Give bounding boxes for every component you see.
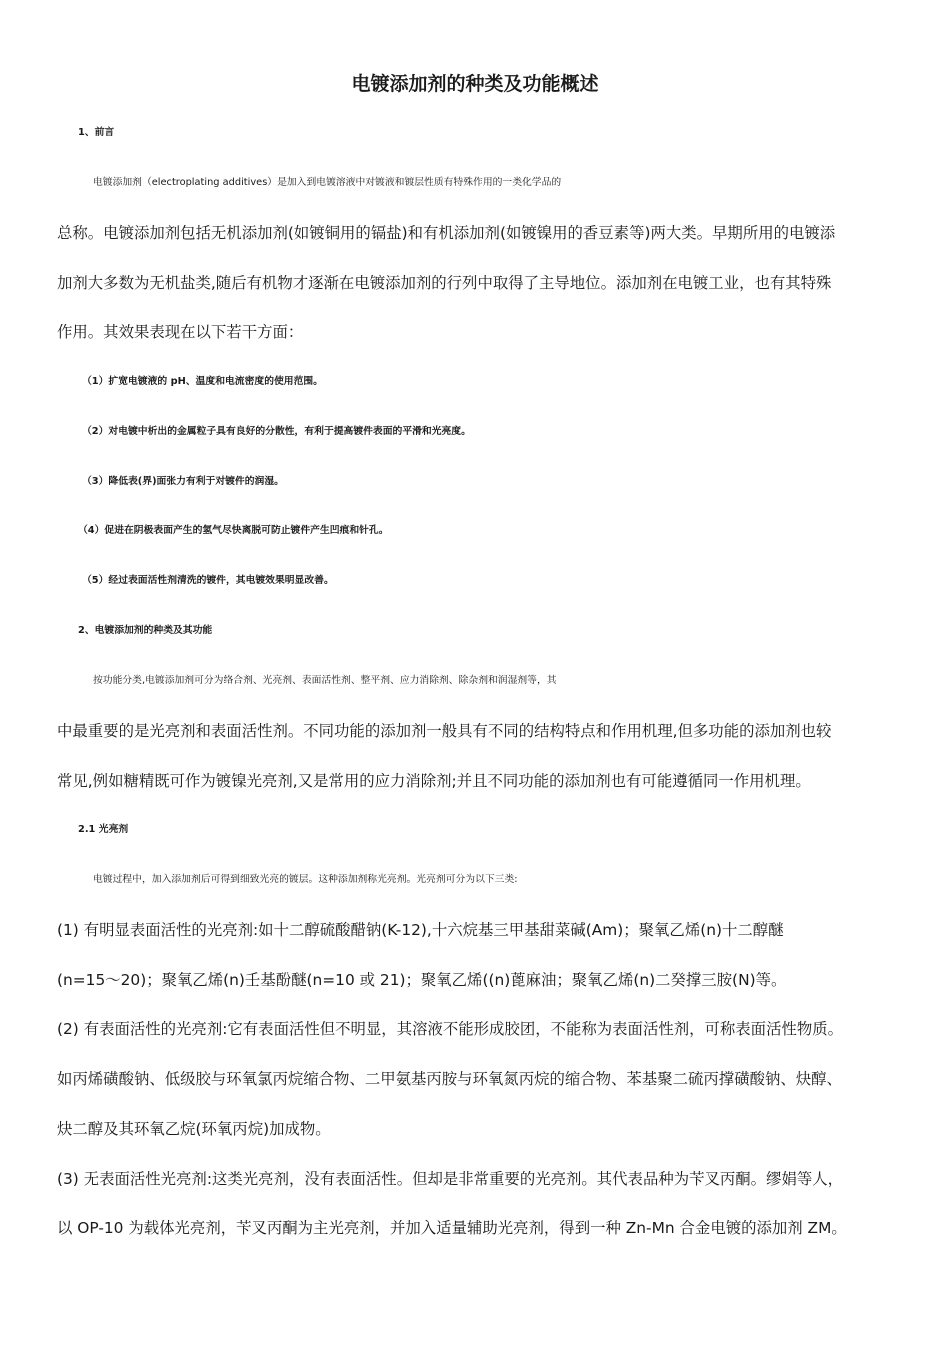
paragraph-line: (1) 有明显表面活性的光亮剂:如十二醇硫酸醋钠(K-12),十六烷基三甲基甜菜碱(Am)；聚氧乙烯(n)十二醇醚 [57,921,784,939]
paragraph-line: 电镀过程中，加入添加剂后可得到细致光亮的镀层。这种添加剂称光亮剂。光亮剂可分为以下三类: [93,874,518,885]
paragraph-line: 加剂大多数为无机盐类,随后有机物才逐渐在电镀添加剂的行列中取得了主导地位。添加剂在电镀工业，也有其特殊 [57,274,832,292]
paragraph-line: 中最重要的是光亮剂和表面活性剂。不同功能的添加剂一般具有不同的结构特点和作用机理,但多功能的添加剂也较 [57,722,832,740]
section-heading-brightener: 2.1 光亮剂 [78,824,129,835]
paragraph-line: (n=15～20)；聚氧乙烯(n)壬基酚醚(n=10 或 21)；聚氧乙烯((n)蓖麻油；聚氧乙烯(n)二癸撑三胺(N)等。 [57,971,787,989]
section-heading-intro: 1、前言 [78,127,115,138]
effect-item: （2）对电镀中析出的金属粒子具有良好的分散性，有利于提高镀件表面的平滑和光亮度。 [82,426,471,437]
paragraph-line: 电镀添加剂（electroplating additives）是加入到电镀溶液中对镀液和镀层性质有特殊作用的一类化学品的 [93,177,562,188]
effect-item: （5）经过表面活性剂清洗的镀件，其电镀效果明显改善。 [82,575,334,586]
document-title: 电镀添加剂的种类及功能概述 [351,73,599,95]
paragraph-line: 总称。电镀添加剂包括无机添加剂(如镀铜用的镉盐)和有机添加剂(如镀镍用的香豆素等)两大类。早期所用的电镀添 [57,224,836,242]
paragraph-line: 常见,例如糖精既可作为镀镍光亮剂,又是常用的应力消除剂;并且不同功能的添加剂也有可能遵循同一作用机理。 [57,772,811,790]
effect-item: （3）降低表(界)面张力有利于对镀件的润湿。 [82,476,284,487]
effect-item: （1）扩宽电镀液的 pH、温度和电流密度的使用范围。 [82,376,323,387]
paragraph-line: (3) 无表面活性光亮剂:这类光亮剂，没有表面活性。但却是非常重要的光亮剂。其代表品种为苄叉丙酮。缪娟等人， [57,1170,844,1188]
paragraph-line: 以 OP-10 为载体光亮剂，苄叉丙酮为主光亮剂，并加入适量辅助光亮剂，得到一种 Zn-Mn 合金电镀的添加剂 ZM。 [57,1219,847,1237]
effect-item: （4）促进在阴极表面产生的氢气尽快离脱可防止镀件产生凹痕和针孔。 [78,525,389,536]
paragraph-line: 如丙烯磺酸钠、低级胶与环氧氯丙烷缩合物、二甲氨基丙胺与环氧氮丙烷的缩合物、苯基聚二硫丙撑磺酸钠、炔醇、 [57,1070,842,1088]
paragraph-line: 炔二醇及其环氧乙烷(环氧丙烷)加成物。 [57,1120,331,1138]
paragraph-line: (2) 有表面活性的光亮剂:它有表面活性但不明显，其溶液不能形成胶团，不能称为表面活性剂，可称表面活性物质。 [57,1020,844,1038]
paragraph-line: 按功能分类,电镀添加剂可分为络合剂、光亮剂、表面活性剂、整平剂、应力消除剂、除杂剂和润湿剂等，其 [93,675,557,686]
paragraph-line: 作用。其效果表现在以下若干方面： [57,323,304,341]
section-heading-types: 2、电镀添加剂的种类及其功能 [78,625,213,636]
